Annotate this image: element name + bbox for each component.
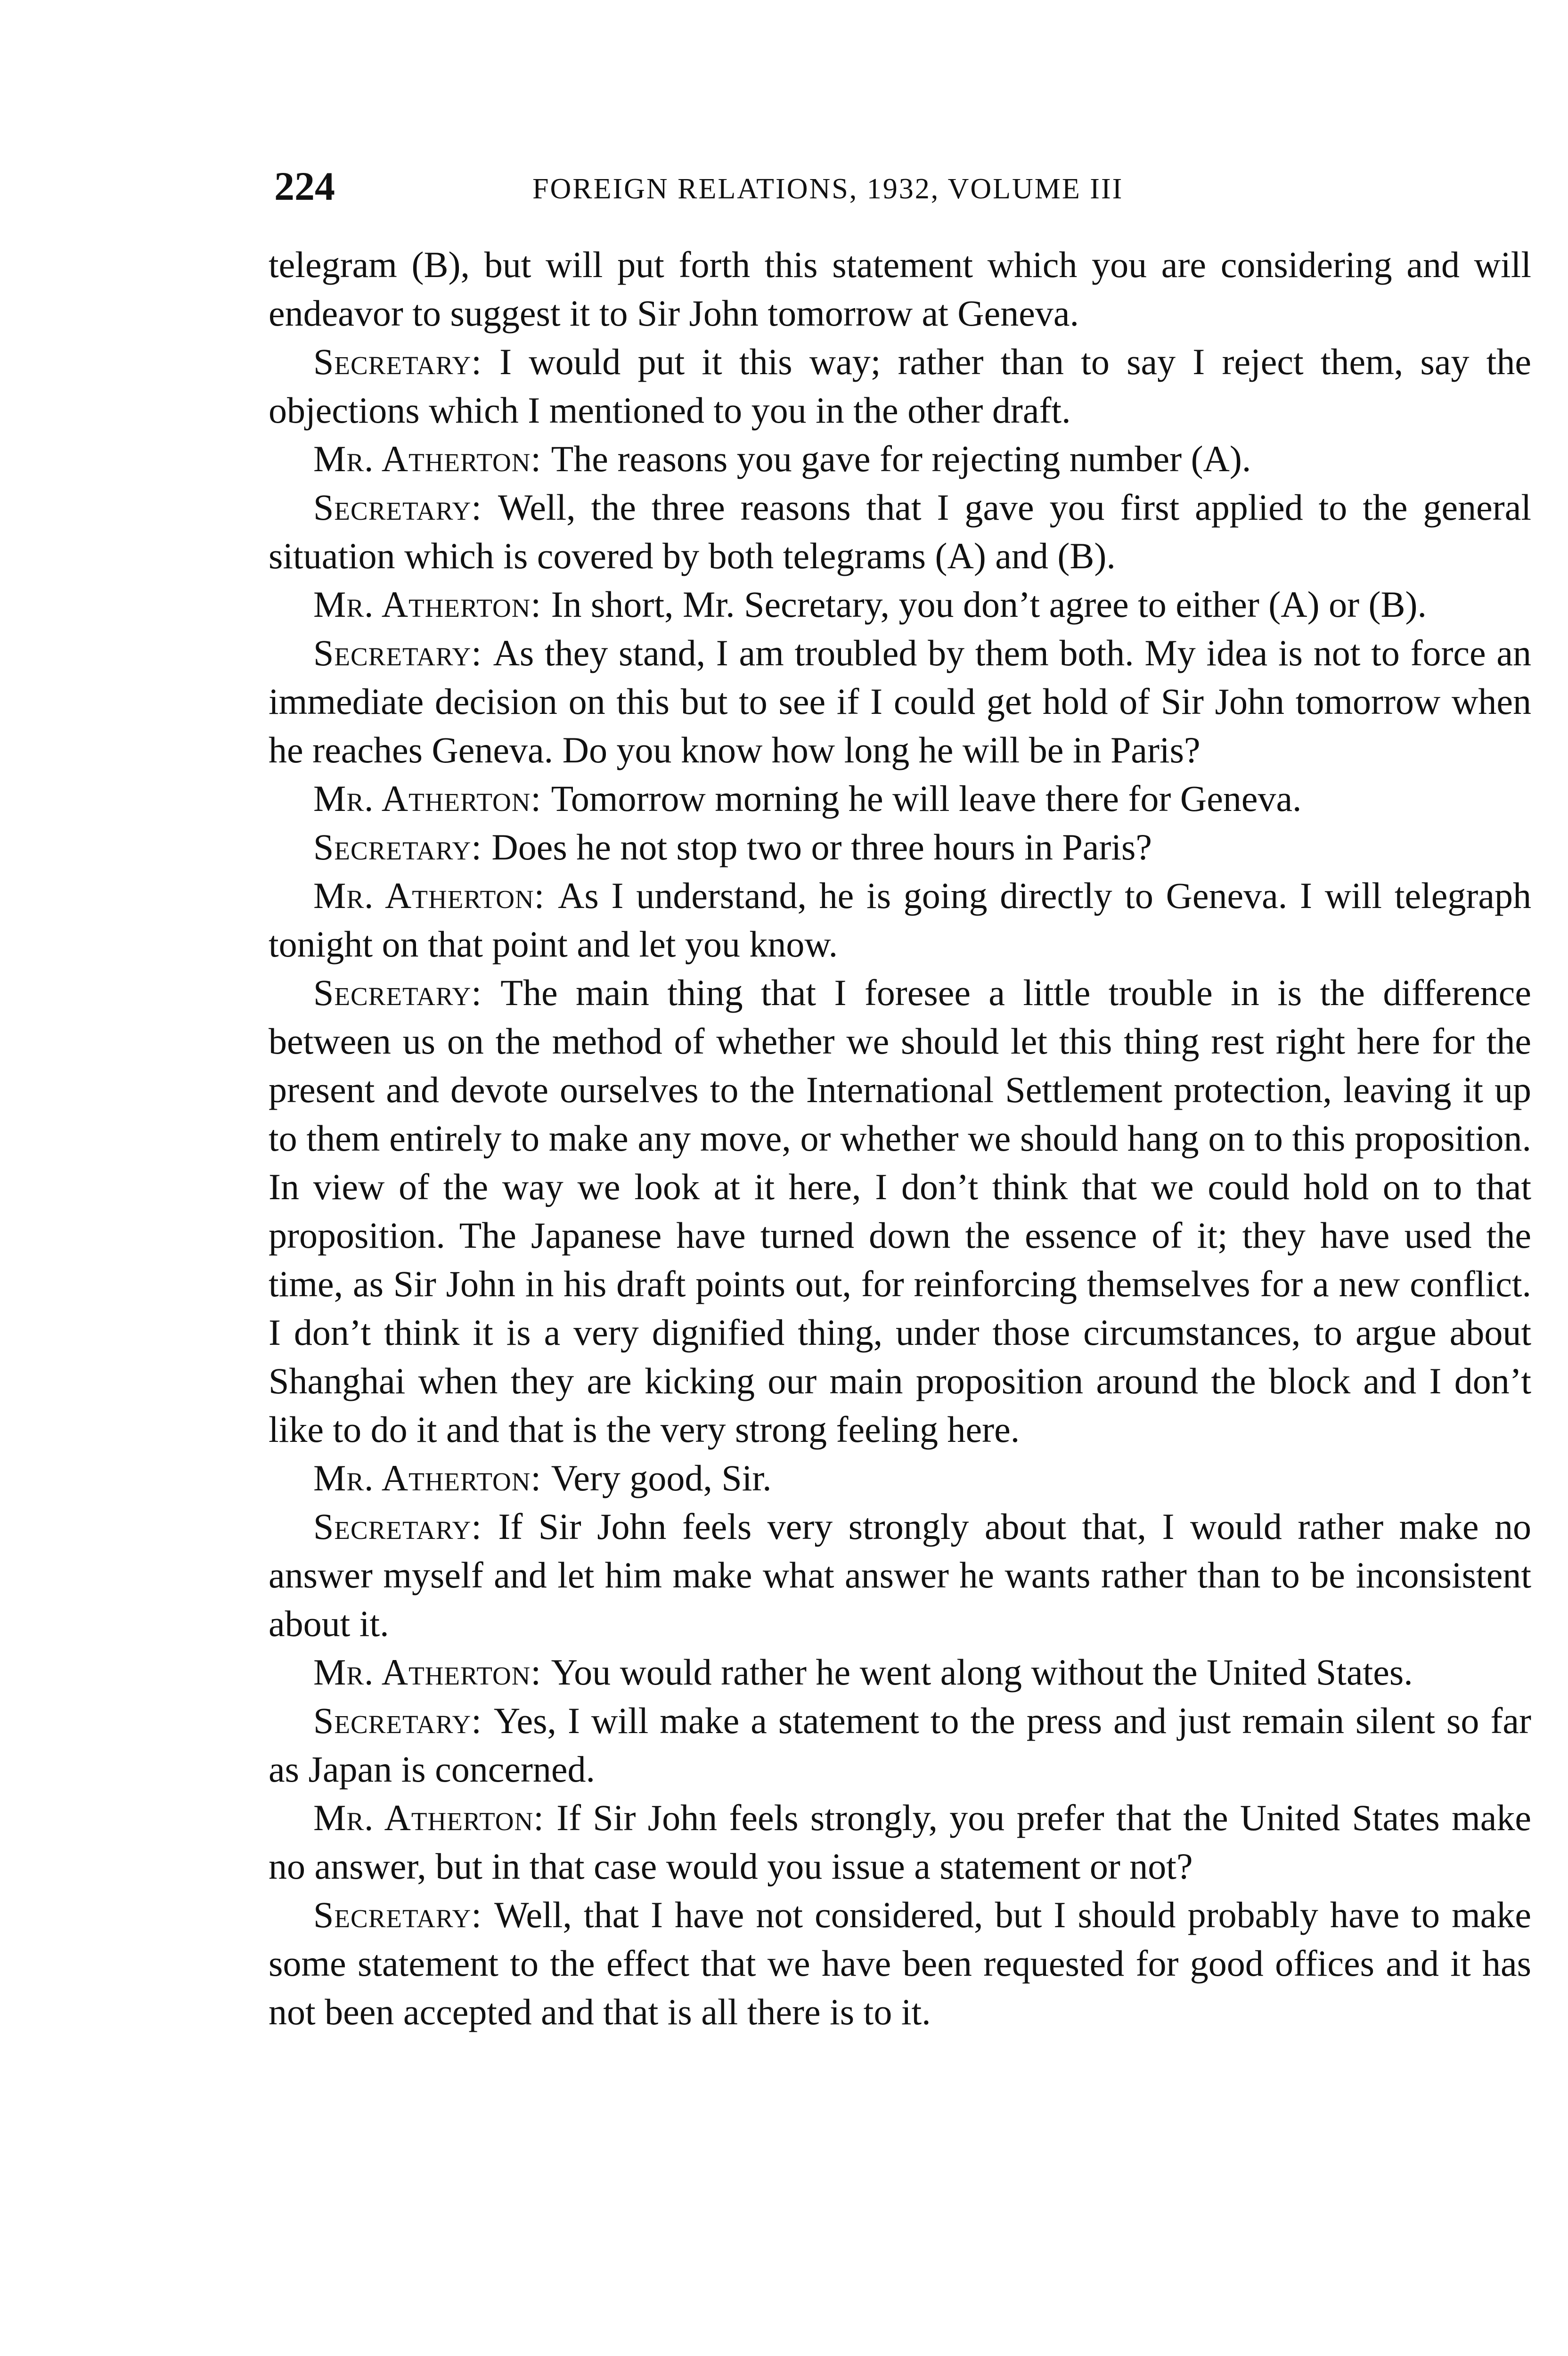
paragraph-text: Well, that I have not considered, but I should probably have to make some statement to the effect that we have been requested for good offices and it has not been accepted and that is all there is to it. (269, 1894, 1531, 2032)
paragraph-text: If Sir John feels very strongly about that, I would rather make no answer myself and let him make what answer he wants rather than to be inconsistent about it. (269, 1506, 1531, 1644)
paragraph-text: Very good, Sir. (551, 1457, 772, 1498)
paragraph-text: As I understand, he is going directly to Geneva. I will telegraph tonight on that point and let you know. (269, 875, 1532, 965)
paragraph (269, 483, 1531, 580)
paragraph (269, 1890, 1531, 2036)
speaker-label: Mr. Atherton: (313, 875, 558, 916)
paragraph (269, 580, 1531, 629)
paragraph (269, 823, 1531, 871)
paragraph-text: I would put it this way; rather than to say I reject them, say the objections which I mentioned to you in the other draft. (269, 341, 1531, 431)
paragraph-text: The main thing that I foresee a little trouble in is the difference between us on the method of whether we should let this thing rest right here for the present and devote ourselves to the International Settlement protection, leaving it up to them entirely to make any move, or whether we should hang on to this proposition. In view of the way we look at it here, I don’t think that we could hold on to that proposition. The Japanese have turned down the essence of it; they have used the time, as Sir John in his draft points out, for reinforcing themselves for a new conflict. I don’t think it is a very dignified thing, under those circumstances, to argue about Shanghai when they are kicking our main proposition around the block and I don’t like to do it and that is the very strong feeling here. (269, 972, 1531, 1450)
paragraph-text: Tomorrow morning he will leave there for Geneva. (551, 778, 1302, 819)
speaker-label: Secretary: (313, 972, 501, 1013)
paragraph-text: Yes, I will make a statement to the press and just remain silent so far as Japan is concerned. (269, 1700, 1531, 1790)
paragraph (269, 1502, 1531, 1648)
page-header (269, 160, 1531, 231)
paragraph (269, 774, 1531, 823)
page-number: 224 (274, 164, 335, 209)
paragraph-text: You would rather he went along without the United States. (551, 1652, 1413, 1693)
paragraph (269, 629, 1531, 774)
paragraph-text: In short, Mr. Secretary, you don’t agree to either (A) or (B). (551, 584, 1427, 625)
speaker-label: Secretary: (313, 487, 498, 528)
paragraph (269, 240, 1531, 337)
speaker-label: Mr. Atherton: (313, 1797, 557, 1838)
paragraph-text: If Sir John feels strongly, you prefer that the United States make no answer, but in that case would you issue a statement or not? (269, 1797, 1531, 1887)
speaker-label: Mr. Atherton: (313, 1652, 551, 1693)
paragraph (269, 434, 1531, 483)
speaker-label: Secretary: (313, 1506, 498, 1547)
speaker-label: Mr. Atherton: (313, 1457, 551, 1498)
paragraph (269, 1793, 1531, 1890)
document-page (269, 160, 1531, 2036)
paragraph (269, 1648, 1531, 1696)
paragraph-text: telegram (B), but will put forth this statement which you are considering and will endeavor to suggest it to Sir John tomorrow at Geneva. (269, 244, 1531, 334)
paragraph (269, 1454, 1531, 1502)
speaker-label: Secretary: (313, 341, 500, 382)
speaker-label: Mr. Atherton: (313, 438, 551, 479)
speaker-label: Secretary: (313, 632, 493, 673)
paragraph (269, 337, 1531, 434)
paragraph-text: Well, the three reasons that I gave you first applied to the general situation which is covered by both telegrams (A) and (B). (269, 487, 1531, 576)
paragraph-text: As they stand, I am troubled by them both. My idea is not to force an immediate decision on this but to see if I could get hold of Sir John tomorrow when he reaches Geneva. Do you know how long he will be in Paris? (269, 632, 1531, 770)
speaker-label: Secretary: (313, 1894, 494, 1935)
speaker-label: Mr. Atherton: (313, 584, 551, 625)
running-head: FOREIGN RELATIONS, 1932, VOLUME III (532, 173, 1124, 205)
paragraph (269, 968, 1531, 1454)
paragraph-text: The reasons you gave for rejecting number (A). (551, 438, 1251, 479)
paragraph-text: Does he not stop two or three hours in Paris? (491, 826, 1152, 867)
speaker-label: Mr. Atherton: (313, 778, 551, 819)
speaker-label: Secretary: (313, 1700, 494, 1741)
body-text (269, 240, 1531, 2036)
paragraph (269, 871, 1531, 968)
paragraph (269, 1696, 1531, 1793)
speaker-label: Secretary: (313, 826, 492, 867)
